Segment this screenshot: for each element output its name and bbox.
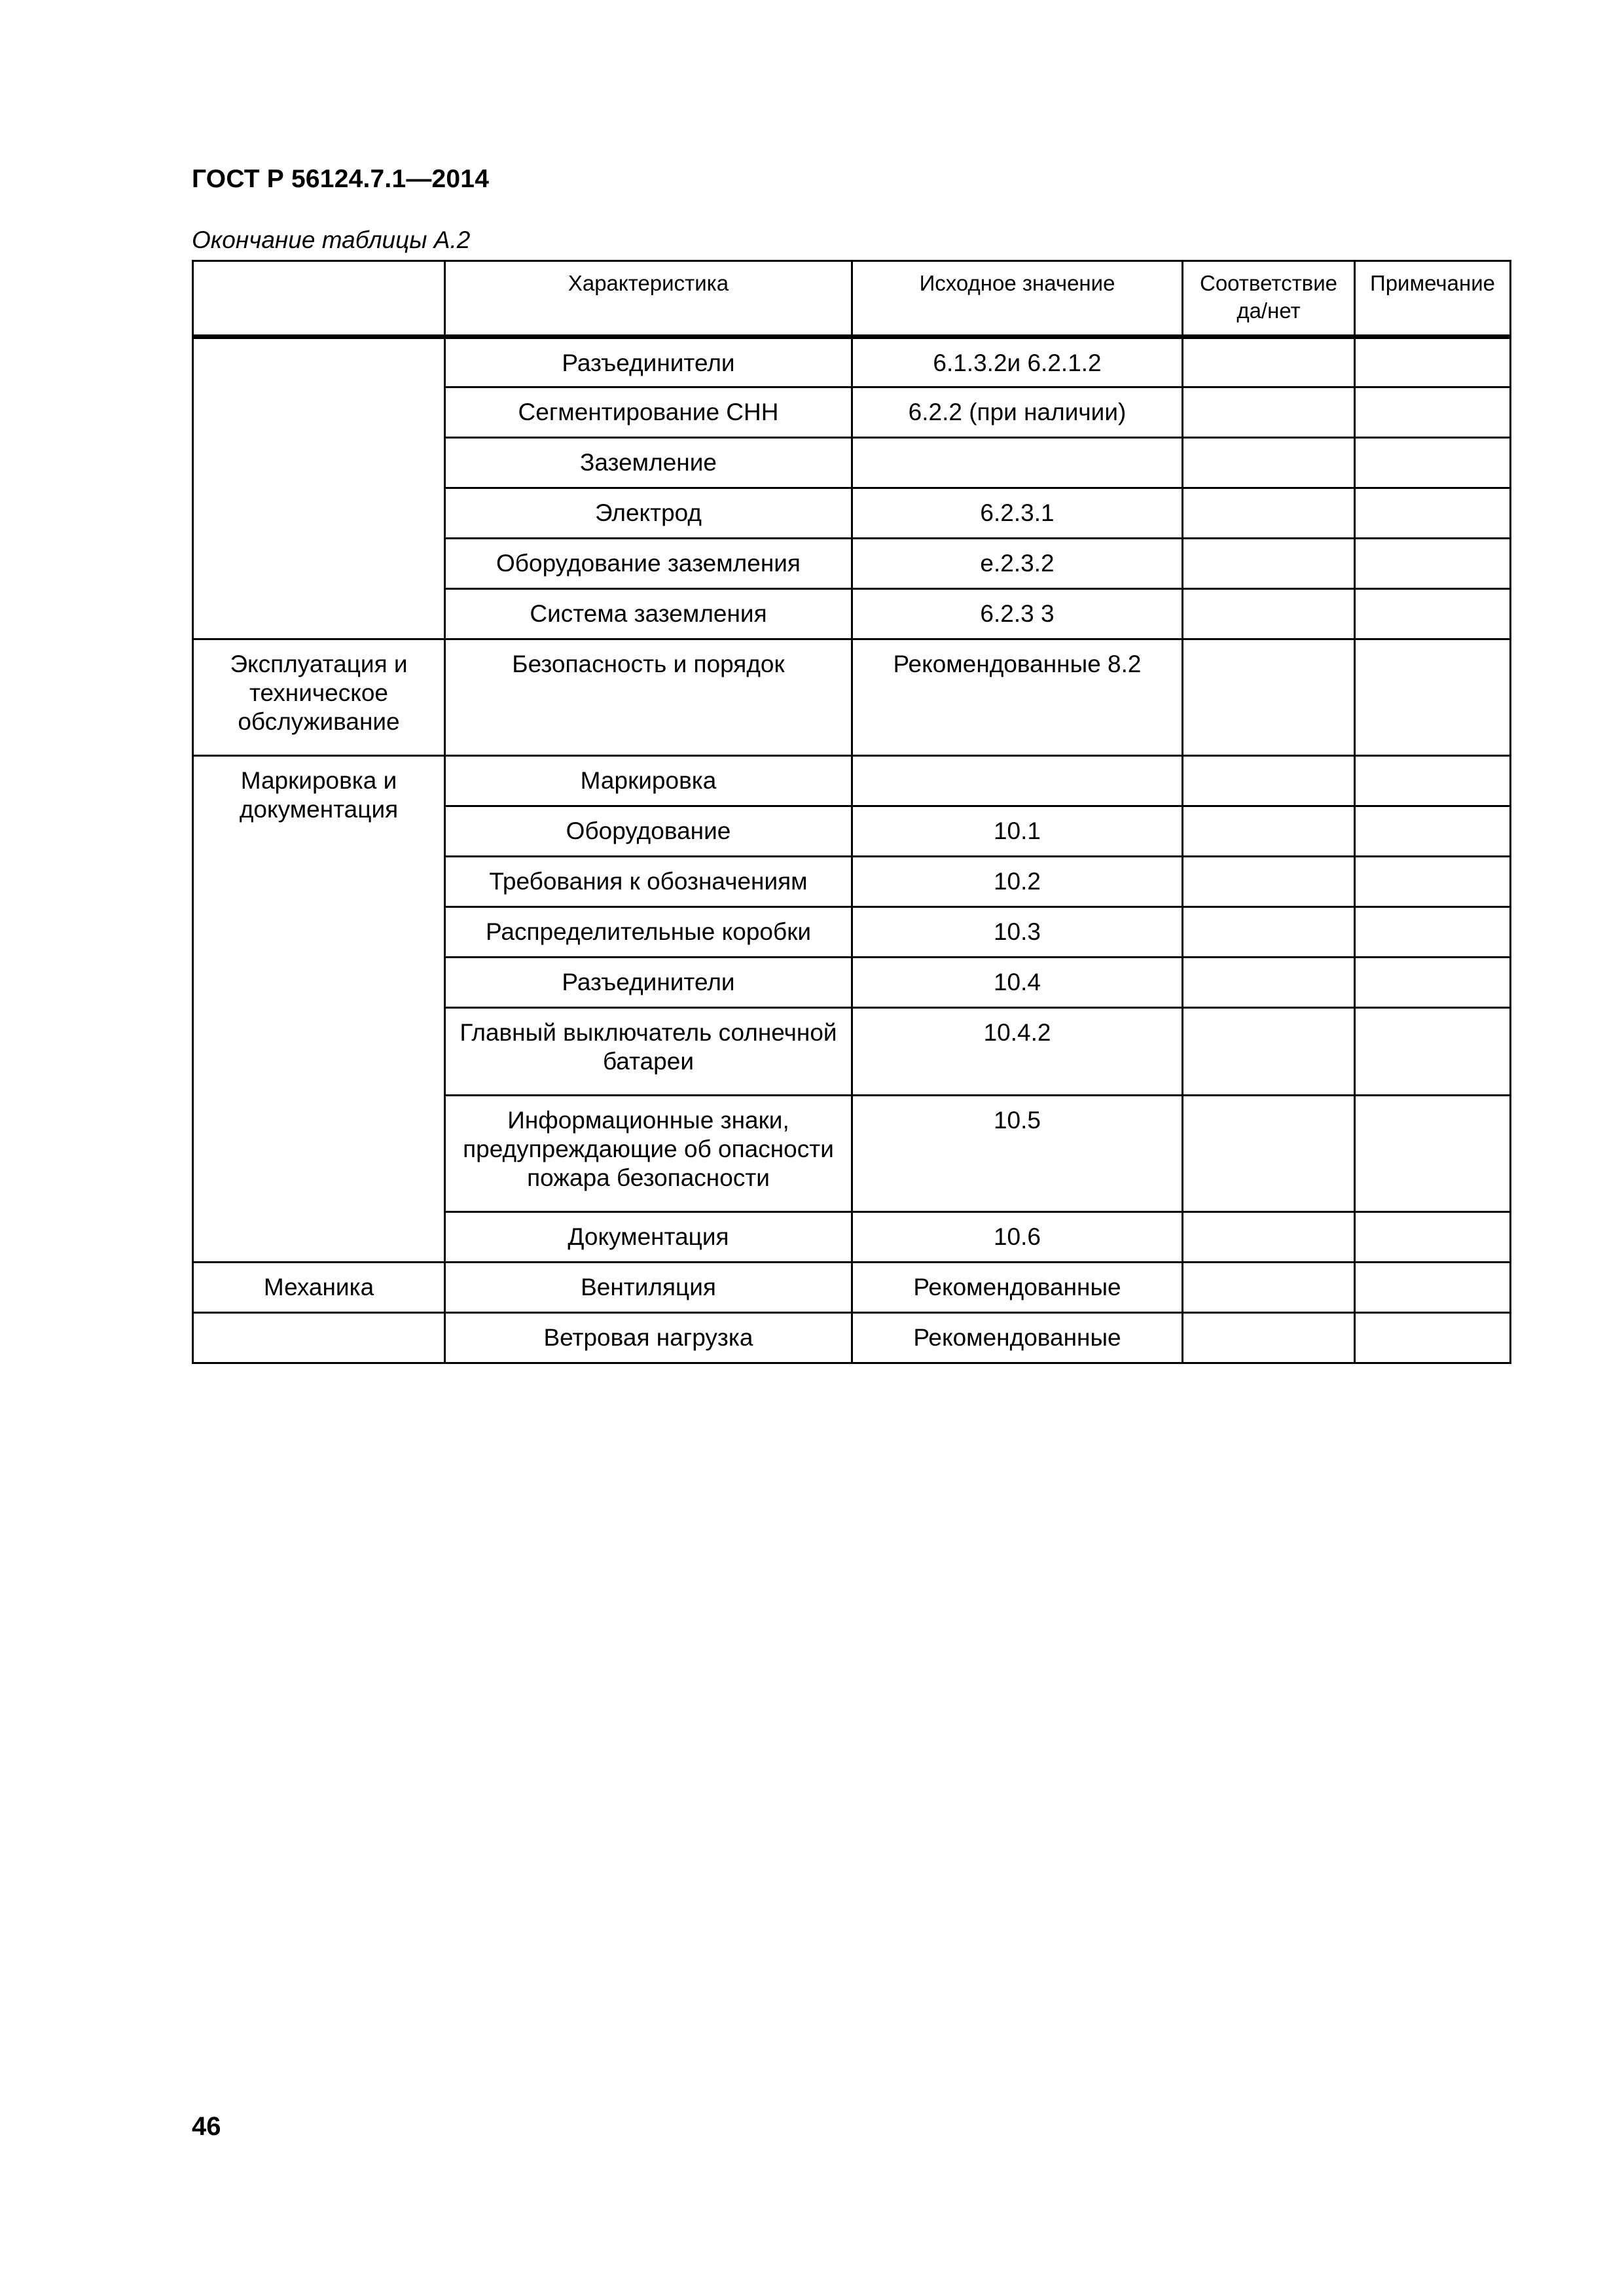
value-cell xyxy=(852,756,1183,806)
characteristic-cell: Ветровая нагрузка xyxy=(445,1313,852,1363)
value-cell: Рекомендованные xyxy=(852,1313,1183,1363)
header-compliance: Соответствие да/нет xyxy=(1183,261,1355,337)
table-row xyxy=(193,756,1511,806)
characteristic-cell: Заземление xyxy=(445,438,852,488)
characteristic-cell: Электрод xyxy=(445,488,852,539)
document-header: ГОСТ Р 56124.7.1—2014 xyxy=(192,165,490,193)
value-cell: 6.2.2 (при наличии) xyxy=(852,387,1183,438)
compliance-cell xyxy=(1183,958,1355,1008)
note-cell xyxy=(1355,589,1511,639)
note-cell xyxy=(1355,387,1511,438)
note-cell xyxy=(1355,958,1511,1008)
value-cell: 10.2 xyxy=(852,857,1183,907)
table-caption: Окончание таблицы А.2 xyxy=(192,226,471,253)
value-cell: 6.2.3 3 xyxy=(852,589,1183,639)
value-cell: 10.3 xyxy=(852,907,1183,958)
category-cell: Эксплуатация и техническое обслуживание xyxy=(193,639,445,756)
value-cell: 10.1 xyxy=(852,806,1183,857)
characteristic-cell: Документация xyxy=(445,1212,852,1263)
table-row xyxy=(193,1263,1511,1313)
characteristic-cell: Требования к обозначениям xyxy=(445,857,852,907)
header-characteristic: Характеристика xyxy=(445,261,852,337)
compliance-cell xyxy=(1183,488,1355,539)
value-cell: 6.1.3.2и 6.2.1.2 xyxy=(852,337,1183,387)
characteristic-cell: Система заземления xyxy=(445,589,852,639)
compliance-cell xyxy=(1183,1096,1355,1212)
note-cell xyxy=(1355,488,1511,539)
table-row xyxy=(193,639,1511,756)
note-cell xyxy=(1355,756,1511,806)
characteristic-cell: Маркировка xyxy=(445,756,852,806)
characteristic-cell: Оборудование xyxy=(445,806,852,857)
characteristics-table xyxy=(192,260,1511,1364)
value-cell: 6.2.3.1 xyxy=(852,488,1183,539)
value-cell: 10.4.2 xyxy=(852,1008,1183,1096)
header-initial-value: Исходное значение xyxy=(852,261,1183,337)
note-cell xyxy=(1355,1008,1511,1096)
compliance-cell xyxy=(1183,1313,1355,1363)
value-cell: 10.6 xyxy=(852,1212,1183,1263)
header-note: Примечание xyxy=(1355,261,1511,337)
characteristic-cell: Информационные знаки, предупреждающие об опасности пожара безопасности xyxy=(445,1096,852,1212)
category-cell: Маркировка и документация xyxy=(193,756,445,1263)
value-cell xyxy=(852,438,1183,488)
note-cell xyxy=(1355,539,1511,589)
category-cell xyxy=(193,337,445,639)
note-cell xyxy=(1355,1212,1511,1263)
category-cell: Механика xyxy=(193,1263,445,1313)
header-category xyxy=(193,261,445,337)
compliance-cell xyxy=(1183,1008,1355,1096)
note-cell xyxy=(1355,639,1511,756)
note-cell xyxy=(1355,438,1511,488)
characteristic-cell: Распределительные коробки xyxy=(445,907,852,958)
characteristic-cell: Разъединители xyxy=(445,958,852,1008)
characteristic-cell: Разъединители xyxy=(445,337,852,387)
value-cell: Рекомендованные xyxy=(852,1263,1183,1313)
compliance-cell xyxy=(1183,337,1355,387)
compliance-cell xyxy=(1183,1212,1355,1263)
characteristic-cell: Главный выключатель солнечной батареи xyxy=(445,1008,852,1096)
characteristic-cell: Сегментирование СНН xyxy=(445,387,852,438)
note-cell xyxy=(1355,857,1511,907)
compliance-cell xyxy=(1183,857,1355,907)
compliance-cell xyxy=(1183,907,1355,958)
characteristic-cell: Безопасность и порядок xyxy=(445,639,852,756)
table-header-row xyxy=(193,261,1511,337)
compliance-cell xyxy=(1183,639,1355,756)
compliance-cell xyxy=(1183,1263,1355,1313)
value-cell: е.2.3.2 xyxy=(852,539,1183,589)
compliance-cell xyxy=(1183,438,1355,488)
compliance-cell xyxy=(1183,756,1355,806)
table-row xyxy=(193,337,1511,387)
page-number: 46 xyxy=(192,2112,221,2141)
note-cell xyxy=(1355,806,1511,857)
compliance-cell xyxy=(1183,387,1355,438)
note-cell xyxy=(1355,1313,1511,1363)
note-cell xyxy=(1355,907,1511,958)
category-cell xyxy=(193,1313,445,1363)
compliance-cell xyxy=(1183,539,1355,589)
note-cell xyxy=(1355,337,1511,387)
characteristic-cell: Вентиляция xyxy=(445,1263,852,1313)
value-cell: 10.4 xyxy=(852,958,1183,1008)
note-cell xyxy=(1355,1096,1511,1212)
table-row xyxy=(193,1313,1511,1363)
note-cell xyxy=(1355,1263,1511,1313)
compliance-cell xyxy=(1183,589,1355,639)
value-cell: 10.5 xyxy=(852,1096,1183,1212)
compliance-cell xyxy=(1183,806,1355,857)
characteristic-cell: Оборудование заземления xyxy=(445,539,852,589)
value-cell: Рекомендованные 8.2 xyxy=(852,639,1183,756)
